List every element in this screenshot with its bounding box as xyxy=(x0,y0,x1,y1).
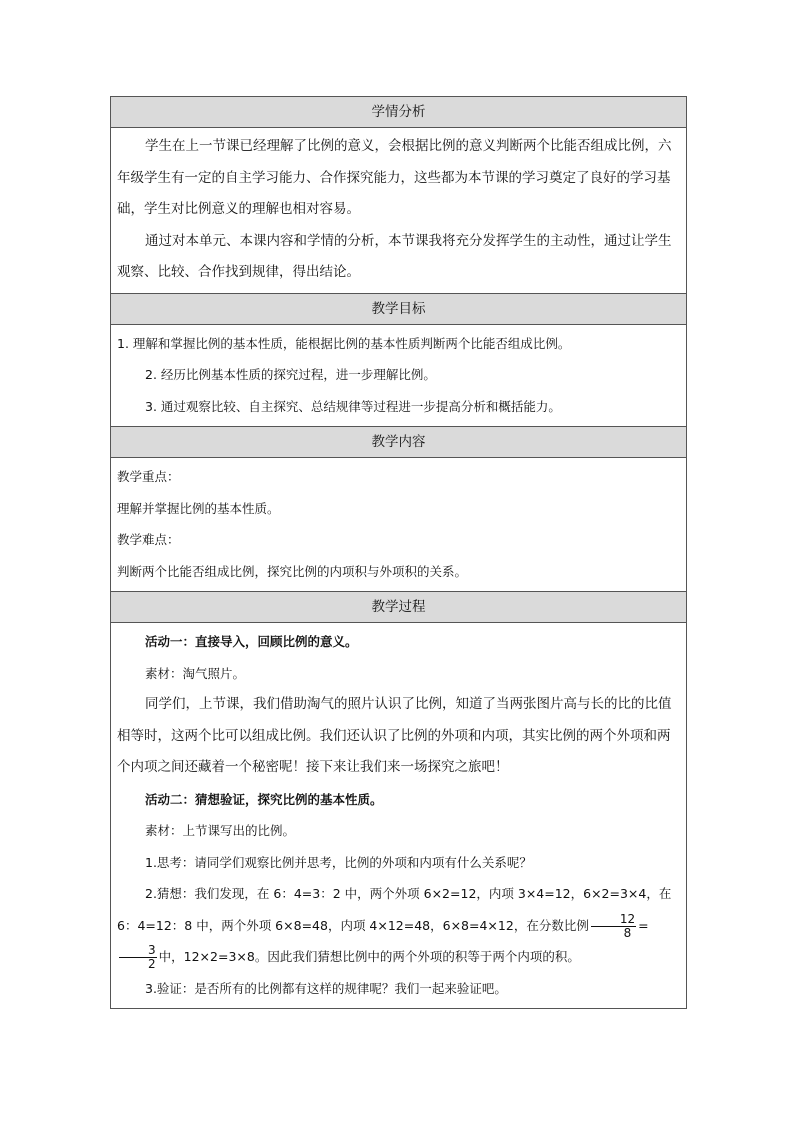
activity-1-text: 同学们，上节课，我们借助淘气的照片认识了比例，知道了当两张图片高与长的比的比值相等时，这两个比可以组成比例。我们还认识了比例的外项和内项，其实比例的两个外项和两个内项之间还藏着一个秘密呢！接下来让我们来一场探究之旅吧！ xyxy=(117,696,672,775)
guess-text-b: 中，12×2=3×8。因此我们猜想比例中的两个外项的积等于两个内项的积。 xyxy=(158,949,580,964)
fraction-12-8-denominator: 8 xyxy=(623,925,632,940)
goal-item-1: 1. 理解和掌握比例的基本性质，能根据比例的基本性质判断两个比能否组成比例。 xyxy=(117,335,571,351)
fraction-3-2-denominator: 2 xyxy=(148,957,156,971)
section-header-content: 教学内容 xyxy=(111,427,686,458)
think-step: 1.思考：请同学们观察比例并思考，比例的外项和内项有什么关系呢？ xyxy=(145,854,532,870)
guess-text-a: 2.猜想：我们发现，在 6：4=3：2 中，两个外项 6×2=12，内项 3×4=12，6×2=3×4，在6：4=12：8 中，两个外项 6×8=48，内项 4×12=48，6×8=4×12，在分数比例 xyxy=(117,886,672,933)
section-header-process: 教学过程 xyxy=(111,592,686,623)
section-header-goals: 教学目标 xyxy=(111,294,686,325)
process-body xyxy=(111,623,686,1008)
fraction-equals: = xyxy=(638,917,649,933)
difficulty-text: 判断两个比能否组成比例，探究比例的内项积与外项积的关系。 xyxy=(117,563,468,579)
section-header-analysis: 学情分析 xyxy=(111,97,686,128)
fraction-12-8-numerator: 12 xyxy=(591,913,636,927)
verify-step: 3.验证：是否所有的比例都有这样的规律呢？我们一起来验证吧。 xyxy=(145,980,507,996)
analysis-paragraph-1: 学生在上一节课已经理解了比例的意义，会根据比例的意义判断两个比能否组成比例，六年级学生有一定的自主学习能力、合作探究能力，这些都为本节课的学习奠定了良好的学习基础，学生对比例意义的理解也相对容易。 xyxy=(117,138,672,217)
key-point-text: 理解并掌握比例的基本性质。 xyxy=(117,500,280,516)
activity-2-material: 素材：上节课写出的比例。 xyxy=(145,823,296,838)
activity-1-material: 素材：淘气照片。 xyxy=(145,665,246,681)
analysis-body xyxy=(111,128,686,294)
analysis-paragraph-2: 通过对本单元、本课内容和学情的分析，本节课我将充分发挥学生的主动性，通过让学生观察、比较、合作找到规律，得出结论。 xyxy=(117,232,672,280)
activity-1-title: 活动一：直接导入，回顾比例的意义。 xyxy=(145,634,358,649)
fraction-3-2 xyxy=(119,944,157,971)
guess-step xyxy=(117,878,680,973)
goal-item-3: 3. 通过观察比较、自主探究、总结规律等过程进一步提高分析和概括能力。 xyxy=(145,398,561,414)
activity-2-title: 活动二：猜想验证，探究比例的基本性质。 xyxy=(145,791,383,807)
fraction-12-8 xyxy=(591,913,636,940)
difficulty-label: 教学难点： xyxy=(117,532,180,547)
goal-item-2: 2. 经历比例基本性质的探究过程，进一步理解比例。 xyxy=(145,367,436,382)
goals-body xyxy=(111,325,686,428)
lesson-plan-table xyxy=(110,96,687,1009)
fraction-3-2-numerator: 3 xyxy=(119,944,157,958)
key-point-label: 教学重点： xyxy=(117,469,180,484)
content-body xyxy=(111,458,686,592)
